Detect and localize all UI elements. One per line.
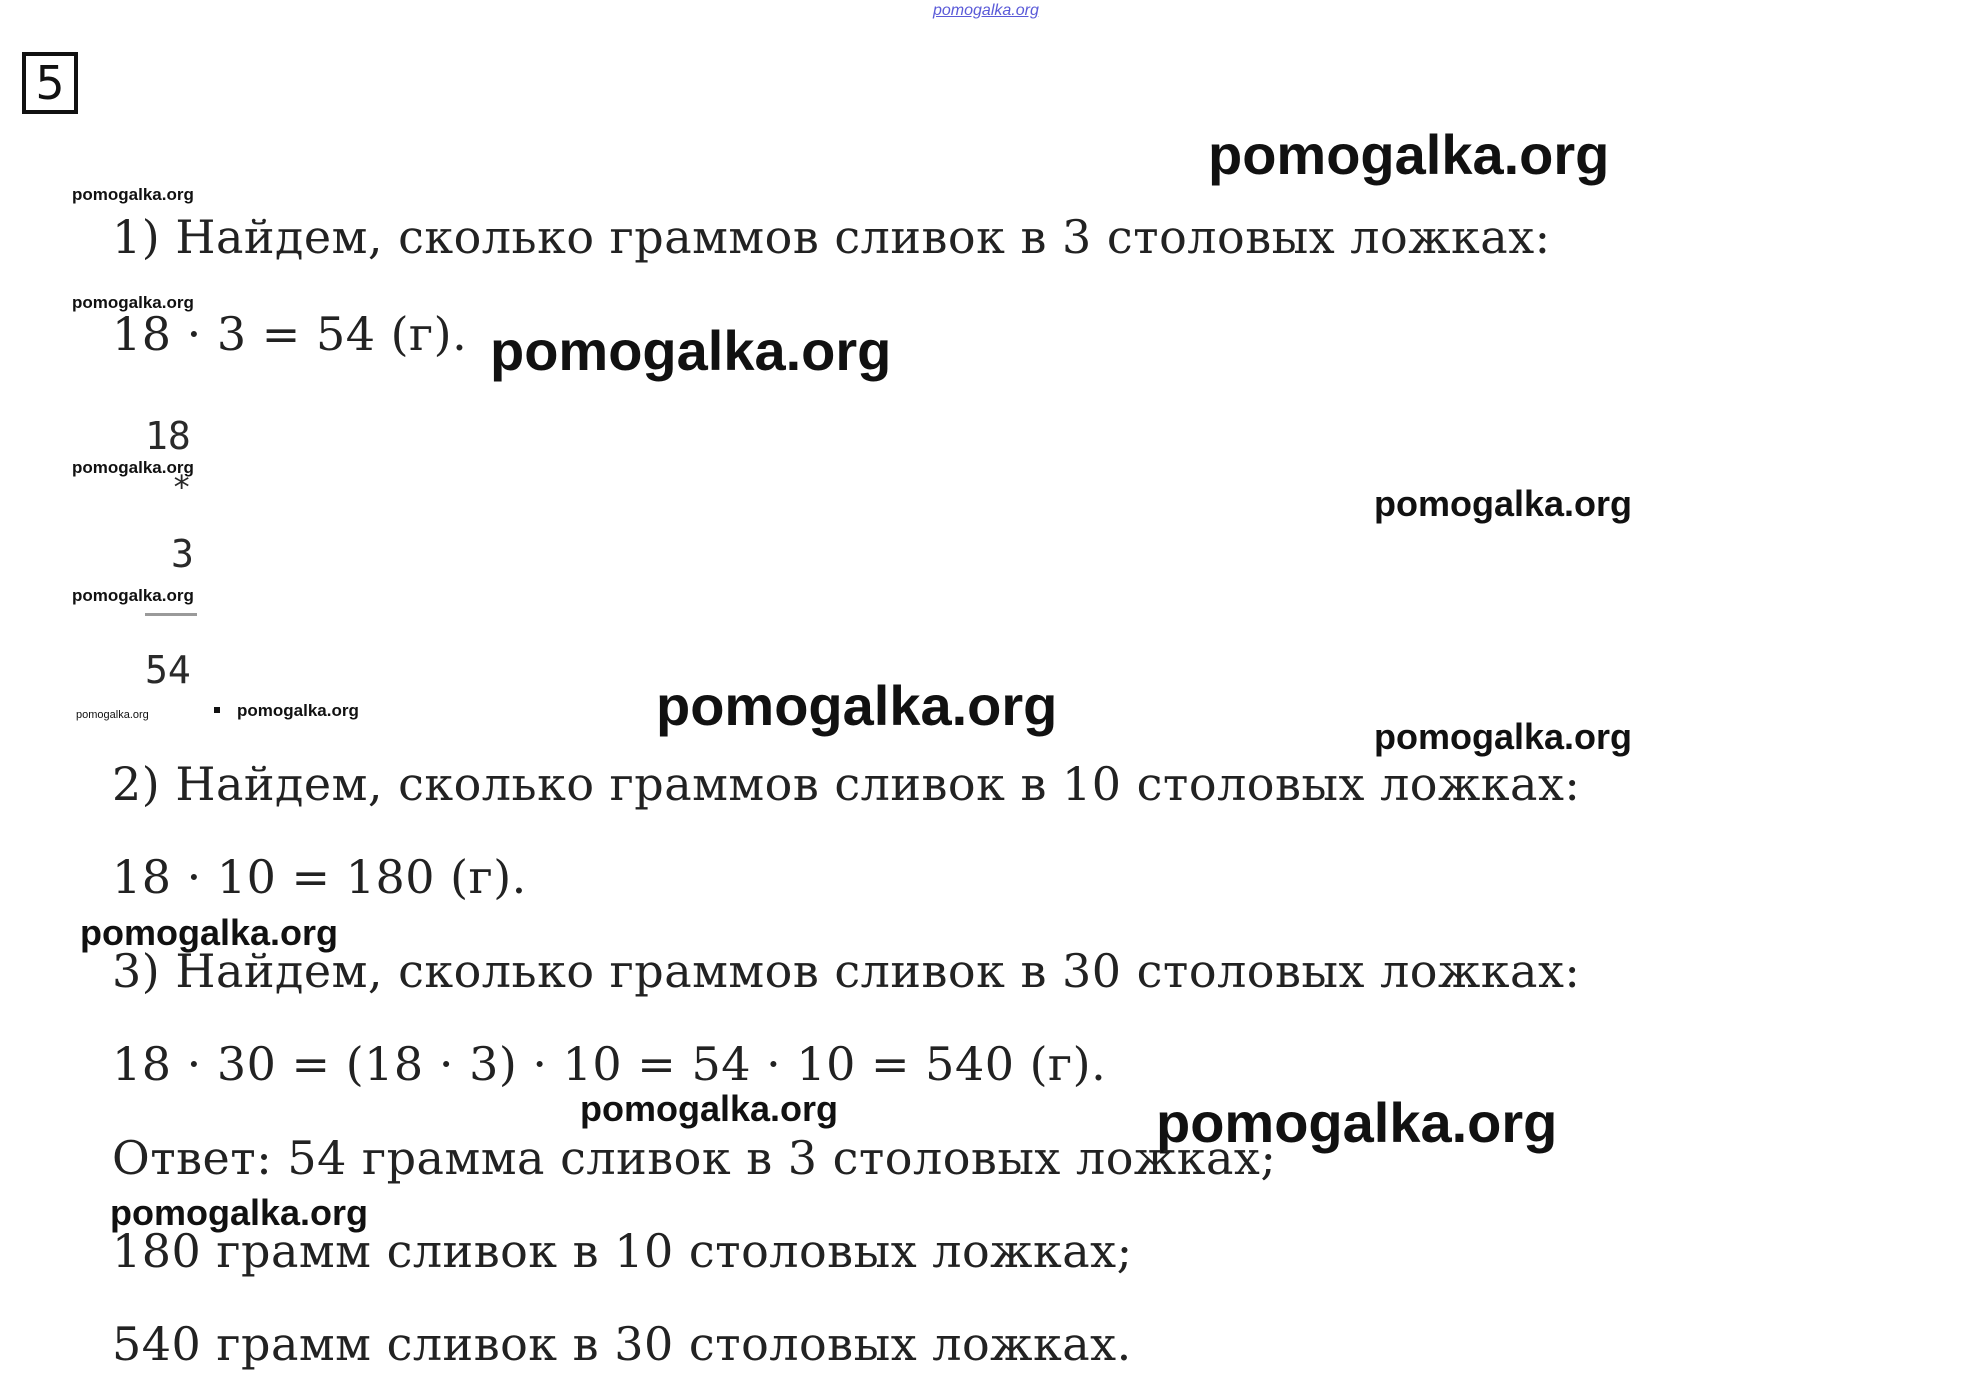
column-operator: * <box>172 468 192 506</box>
watermark: pomogalka.org <box>490 319 892 382</box>
watermark: pomogalka.org <box>72 586 194 605</box>
answer-line-3: 540 грамм сливок в 30 столовых ложках. <box>112 1317 1132 1371</box>
watermark: pomogalka.org <box>72 185 194 204</box>
step2-calc: 18 · 10 = 180 (г). <box>112 850 527 904</box>
watermark: pomogalka.org <box>1374 483 1633 524</box>
step3-calc: 18 · 30 = (18 · 3) · 10 = 54 · 10 = 540 (г). <box>112 1037 1107 1091</box>
watermark: pomogalka.org <box>237 701 359 720</box>
watermark: pomogalka.org <box>1208 123 1610 186</box>
watermark: pomogalka.org <box>656 674 1058 737</box>
bullet-dot <box>214 707 220 713</box>
step1-calc: 18 · 3 = 54 (г). <box>112 307 468 361</box>
watermark: pomogalka.org <box>72 293 194 312</box>
watermark: pomogalka.org <box>1156 1091 1558 1154</box>
watermark: pomogalka.org <box>1374 716 1633 757</box>
column-multiplicand: 18 <box>145 414 191 458</box>
step2-text: 2) Найдем, сколько граммов сливок в 10 столовых ложках: <box>112 757 1581 811</box>
column-multiplier: 3 <box>171 532 194 576</box>
watermark: pomogalka.org <box>76 709 149 721</box>
watermark: pomogalka.org <box>110 1192 369 1233</box>
column-result-line <box>145 613 197 616</box>
task-number-box: 5 <box>22 52 78 114</box>
watermark: pomogalka.org <box>580 1088 839 1129</box>
answer-line-1: Ответ: 54 грамма сливок в 3 столовых ложках; <box>112 1131 1277 1185</box>
step3-text: 3) Найдем, сколько граммов сливок в 30 столовых ложках: <box>112 944 1581 998</box>
watermark: pomogalka.org <box>72 458 194 477</box>
watermark: pomogalka.org <box>80 912 339 953</box>
column-result: 54 <box>145 648 191 692</box>
answer-line-2: 180 грамм сливок в 10 столовых ложках; <box>112 1224 1133 1278</box>
step1-text: 1) Найдем, сколько граммов сливок в 3 столовых ложках: <box>112 210 1551 264</box>
watermark-top-link[interactable]: pomogalka.org <box>933 2 1039 19</box>
